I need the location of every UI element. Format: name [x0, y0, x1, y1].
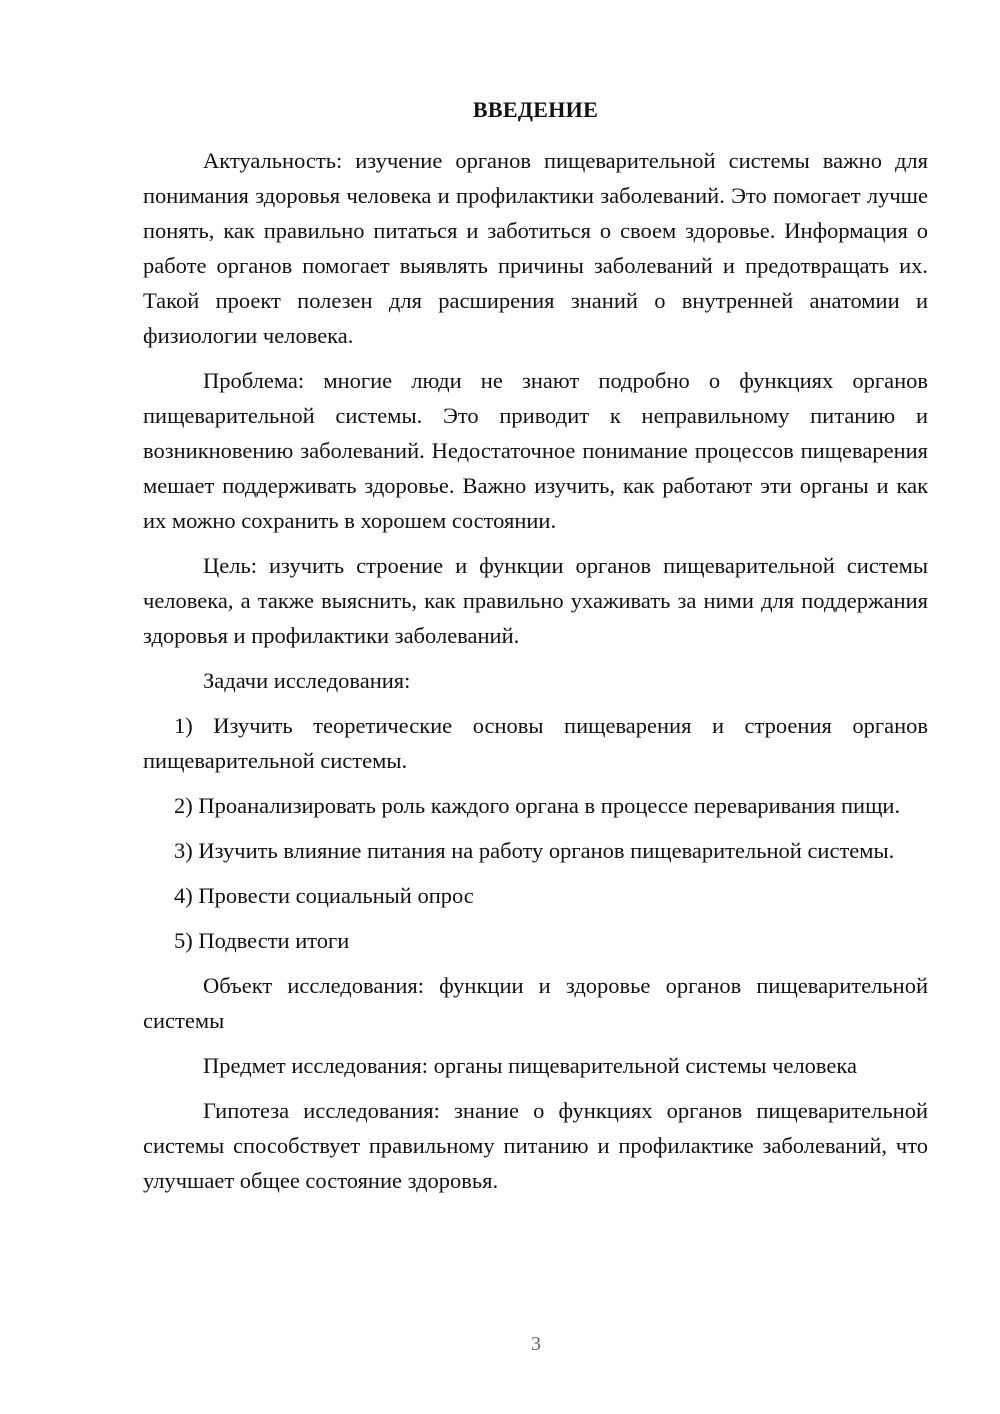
research-hypothesis: Гипотеза исследования: знание о функциях органов пищеварительной системы способствует правильному питанию и профилактике заболеваний, что улучшает общее состояние здоровья. [143, 1098, 928, 1193]
page-number: 3 [531, 1333, 541, 1355]
task-item-5: 5) Подвести итоги [174, 928, 350, 953]
paragraph-relevance: Актуальность: изучение органов пищеварительной системы важно для понимания здоровья человека и профилактики заболеваний. Это помогает лучше понять, как правильно питаться и заботиться о своем здоровье. Информация о работе органов помогает выявлять причины заболеваний и предотвращать их. Такой проект полезен для расширения знаний о внутренней анатомии и физиологии человека. [143, 148, 928, 348]
paragraph-goal: Цель: изучить строение и функции органов пищеварительной системы человека, а также выяснить, как правильно ухаживать за ними для поддержания здоровья и профилактики заболеваний. [143, 553, 928, 648]
task-item-4: 4) Провести социальный опрос [174, 883, 474, 908]
task-item-2: 2) Проанализировать роль каждого органа в процессе переваривания пищи. [174, 793, 901, 818]
task-item-3: 3) Изучить влияние питания на работу органов пищеварительной системы. [174, 838, 895, 863]
tasks-heading: Задачи исследования: [203, 668, 411, 693]
research-object: Объект исследования: функции и здоровье органов пищеварительной системы [143, 973, 928, 1033]
document-body [143, 143, 928, 1208]
paragraph-problem: Проблема: многие люди не знают подробно о функциях органов пищеварительной системы. Это приводит к неправильному питанию и возникновению заболеваний. Недостаточное понимание процессов пищеварения мешает поддерживать здоровье. Важно изучить, как работают эти органы и как их можно сохранить в хорошем состоянии. [143, 368, 928, 533]
task-item-1: 1) Изучить теоретические основы пищеварения и строения органов пищеварительной системы. [143, 713, 928, 773]
research-subject: Предмет исследования: органы пищеварительной системы человека [203, 1053, 857, 1078]
document-title: ВВЕДЕНИЕ [472, 97, 599, 122]
